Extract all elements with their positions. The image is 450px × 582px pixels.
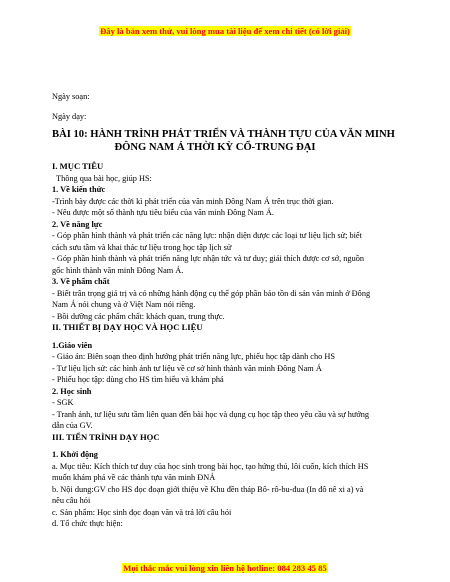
start-line: d. Tổ chức thực hiện: (52, 519, 123, 528)
preview-notice-banner (0, 26, 450, 36)
lesson-title-line-1: BÀI 10: HÀNH TRÌNH PHÁT TRIỂN VÀ THÀNH TỰU CỦA VĂN MINH (52, 129, 395, 140)
lesson-title (52, 128, 395, 154)
section-process-heading: III. TIẾN TRÌNH DẠY HỌC (52, 431, 160, 442)
skills-heading: 2. Về năng lực (52, 219, 103, 229)
teacher-heading: 1.Giáo viên (52, 340, 93, 350)
knowledge-line: -Trình bày được các thời kì phát triển của văn minh Đông Nam Á trên trục thời gian. (52, 196, 334, 206)
student-line: dẫn của GV. (52, 421, 93, 430)
preview-notice-text: Đây là bản xem thử, vui lòng mua tài liệu để xem chi tiết (có lời giải) (100, 26, 350, 36)
knowledge-line: - Nêu được một số thành tựu tiêu biểu của văn minh Đông Nam Á. (52, 208, 274, 217)
teacher-line: - Tư liệu lịch sử: các hình ảnh tư liệu về cơ sở hình thành văn minh Đông Nam Á (52, 363, 322, 373)
knowledge-heading: 1. Về kiến thức (52, 185, 106, 194)
skills-line: - Góp phần hình thành và phát triển năng lực nhận tức và tư duy; giải thích được cơ sở, nguồn (52, 254, 365, 263)
lesson-title-line-2: ĐÔNG NAM Á THỜI KỲ CỔ-TRUNG ĐẠI (114, 142, 316, 153)
quality-heading: 3. Về phẩm chất (52, 277, 110, 286)
section-equipment-heading: II. THIẾT BỊ DẠY HỌC VÀ HỌC LIỆU (52, 322, 203, 332)
start-line: nêu câu hỏi (52, 496, 91, 505)
quality-line: - Biết trân trọng giá trị và có những hành động cụ thể góp phần bảo tồn di sản văn minh ở Đông (52, 288, 371, 298)
start-line: a. Mục tiêu: Kích thích tư duy của học sinh trong bài học, tạo hứng thú, lôi cuốn, kích thích HS (52, 461, 369, 471)
hotline-banner (0, 563, 450, 573)
teacher-line: - Giáo án: Biên soạn theo định hướng phát triển năng lực, phiếu học tập dành cho HS (52, 352, 335, 361)
date-prepared-label: Ngày soạn: (52, 92, 90, 101)
skills-line: cách sưu tầm và khai thác tư liệu trong học tập lịch sử (52, 242, 232, 252)
student-heading: 2. Học sinh (52, 386, 92, 396)
start-line: muốn khám phá về các thành tựu văn minh ĐNÁ (52, 473, 216, 482)
document-body (52, 91, 395, 530)
hotline-text: Mọi thắc mắc vui lòng xin liên hệ hotline: 084 283 45 85 (123, 563, 327, 573)
quality-line: Nam Á nói chung và ở Việt Nam nói riêng. (52, 300, 196, 309)
quality-line: - Bồi dưỡng các phẩm chất: khách quan, trung thực. (52, 311, 225, 321)
date-taught-label: Ngày dạy: (52, 111, 87, 121)
skills-line: - Góp phần hình thành và phát triển các năng lực: nhận diện được các loại tư liệu lịch sử; biết (52, 231, 362, 240)
objectives-intro: Thông qua bài học, giúp HS: (56, 173, 152, 183)
start-heading: 1. Khởi động (52, 450, 98, 459)
teacher-line: - Phiếu học tập: dùng cho HS tìm hiểu và khám phá (52, 375, 224, 384)
section-objectives-heading: I. MỤC TIÊU (52, 161, 104, 171)
student-line: - SGK (52, 398, 74, 407)
student-line: - Tranh ảnh, tư liệu sưu tầm liên quan đến bài học và dụng cụ học tập theo yêu cầu và sự hướng (52, 409, 370, 419)
skills-line: gốc hình thành văn minh Đông Nam Á. (52, 265, 184, 275)
start-line: b. Nội dung:GV cho HS đọc đoạn giới thiệu về Khu đền tháp Bô- rô-bu-đua (In đô nê xi a) và (52, 484, 364, 494)
start-line: c. Sản phẩm: Học sinh đọc đoạn văn và trả lời câu hỏi (52, 507, 232, 517)
